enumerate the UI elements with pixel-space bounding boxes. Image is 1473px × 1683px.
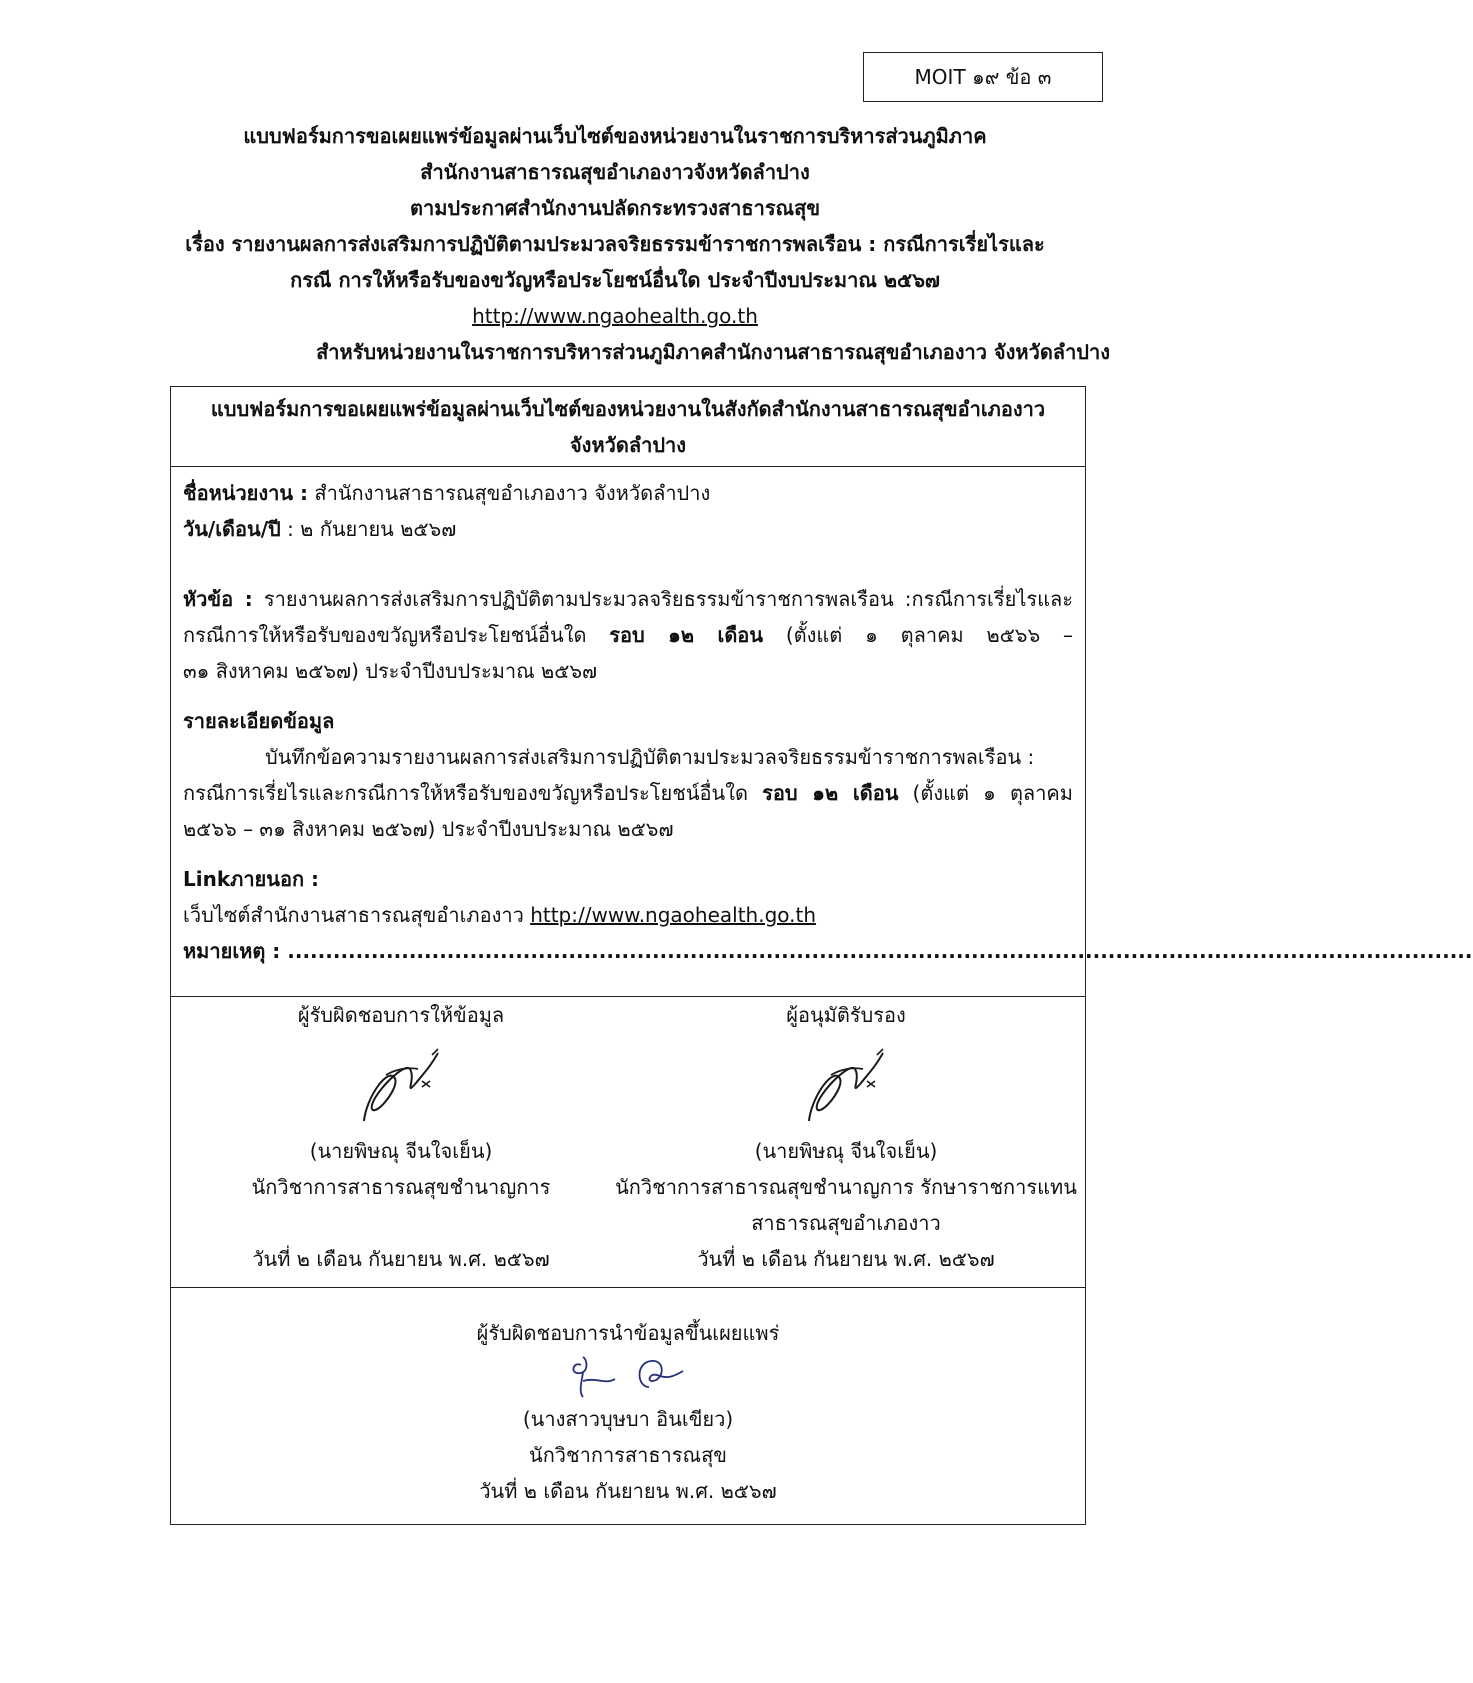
publication-form-box xyxy=(170,386,1473,1525)
informant-signature-block xyxy=(231,997,571,1277)
topic-text-2c: (ตั้งแต่ ๑ ตุลาคม ๒๕๖๖ – xyxy=(763,623,1073,647)
external-link-prefix: เว็บไซต์สำนักงานสาธารณสุขอำเภองาว xyxy=(183,903,531,927)
date-value: : ๒ กันยายน ๒๕๖๗ xyxy=(280,517,457,541)
document-header xyxy=(120,118,1110,370)
informant-date: วันที่ ๒ เดือน กันยายน พ.ศ. ๒๕๖๗ xyxy=(252,1247,550,1271)
publisher-role: ผู้รับผิดชอบการนำข้อมูลขึ้นเผยแพร่ xyxy=(476,1321,780,1345)
publisher-date: วันที่ ๒ เดือน กันยายน พ.ศ. ๒๕๖๗ xyxy=(479,1479,777,1503)
form-title xyxy=(171,387,1085,467)
approver-position-2: สาธารณสุขอำเภองาว xyxy=(751,1211,941,1235)
note-dots: ............................................................................................................................................................ xyxy=(280,939,1473,963)
unit-name-label: ชื่อหน่วยงาน : xyxy=(183,481,309,505)
unit-name-value: สำนักงานสาธารณสุขอำเภองาว จังหวัดลำปาง xyxy=(308,481,711,505)
informant-name: (นายพิษณุ จีนใจเย็น) xyxy=(309,1139,493,1163)
topic-row-2 xyxy=(183,617,1073,653)
header-for-unit: สำหรับหน่วยงานในราชการบริหารส่วนภูมิภาคสำนักงานสาธารณสุขอำเภองาว จังหวัดลำปาง xyxy=(316,340,1110,364)
detail-label: รายละเอียดข้อมูล xyxy=(183,709,335,733)
informant-signature xyxy=(346,1039,456,1129)
approver-date: วันที่ ๒ เดือน กันยายน พ.ศ. ๒๕๖๗ xyxy=(697,1247,995,1271)
document-code-box xyxy=(863,52,1103,102)
detail-row-3: ๒๕๖๖ – ๓๑ สิงหาคม ๒๕๖๗) ประจำปีงบประมาณ ๒๕๖๗ xyxy=(183,817,674,841)
document-code: MOIT ๑๙ ข้อ ๓ xyxy=(914,65,1052,89)
publisher-signature xyxy=(553,1351,703,1401)
external-link-label: Linkภายนอก : xyxy=(183,867,320,891)
topic-text-2a: กรณีการให้หรือรับของขวัญหรือประโยชน์อื่นใด xyxy=(183,623,610,647)
unit-name-row xyxy=(183,475,1073,511)
header-website-link[interactable]: http://www.ngaohealth.go.th xyxy=(472,304,758,328)
detail-row-1: บันทึกข้อความรายงานผลการส่งเสริมการปฏิบัติตามประมวลจริยธรรมข้าราชการพลเรือน : xyxy=(265,745,1035,769)
topic-row-3: ๓๑ สิงหาคม ๒๕๖๗) ประจำปีงบประมาณ ๒๕๖๗ xyxy=(183,659,598,683)
topic-row-1 xyxy=(183,581,1073,617)
publisher-signature-block xyxy=(171,1315,1085,1509)
informant-role: ผู้รับผิดชอบการให้ข้อมูล xyxy=(297,1003,505,1027)
detail-text-2c: (ตั้งแต่ ๑ ตุลาคม xyxy=(898,781,1073,805)
form-title-line-2: จังหวัดลำปาง xyxy=(569,433,687,457)
publisher-position: นักวิชาการสาธารณสุข xyxy=(529,1443,727,1467)
note-label: หมายเหตุ : xyxy=(183,939,281,963)
date-row xyxy=(183,511,1073,547)
note-row xyxy=(183,933,1473,969)
external-link-row xyxy=(183,897,1073,933)
approver-signature-block xyxy=(611,997,1081,1277)
signature-section xyxy=(171,996,1085,1288)
approver-name: (นายพิษณุ จีนใจเย็น) xyxy=(754,1139,938,1163)
date-label: วัน/เดือน/ปี xyxy=(183,517,281,541)
header-line-1: แบบฟอร์มการขอเผยแพร่ข้อมูลผ่านเว็บไซต์ของหน่วยงานในราชการบริหารส่วนภูมิภาค xyxy=(243,124,987,148)
form-title-line-1: แบบฟอร์มการขอเผยแพร่ข้อมูลผ่านเว็บไซต์ของหน่วยงานในสังกัดสำนักงานสาธารณสุขอำเภองาว xyxy=(210,397,1046,421)
topic-round: รอบ ๑๒ เดือน xyxy=(609,623,763,647)
informant-position: นักวิชาการสาธารณสุขชำนาญการ xyxy=(251,1175,551,1199)
publisher-name: (นางสาวบุษบา อินเขียว) xyxy=(522,1407,734,1431)
approver-role: ผู้อนุมัติรับรอง xyxy=(786,1003,906,1027)
header-line-3: ตามประกาศสำนักงานปลัดกระทรวงสาธารณสุข xyxy=(409,196,820,220)
detail-round: รอบ ๑๒ เดือน xyxy=(762,781,899,805)
approver-signature xyxy=(791,1039,901,1129)
detail-text-2a: กรณีการเรี่ยไรและกรณีการให้หรือรับของขวัญหรือประโยชน์อื่นใด xyxy=(183,781,763,805)
detail-row-2 xyxy=(183,775,1073,811)
topic-label: หัวข้อ : xyxy=(183,587,253,611)
external-link[interactable]: http://www.ngaohealth.go.th xyxy=(530,903,817,927)
form-content xyxy=(183,475,1473,969)
header-subject-line-2: กรณี การให้หรือรับของขวัญหรือประโยชน์อื่นใด ประจำปีงบประมาณ ๒๕๖๗ xyxy=(290,268,940,292)
header-line-2: สำนักงานสาธารณสุขอำเภองาวจังหวัดลำปาง xyxy=(420,160,810,184)
topic-text-1: รายงานผลการส่งเสริมการปฏิบัติตามประมวลจริยธรรมข้าราชการพลเรือน :กรณีการเรี่ยไรและ xyxy=(252,587,1074,611)
header-subject-line-1: เรื่อง รายงานผลการส่งเสริมการปฏิบัติตามประมวลจริยธรรมข้าราชการพลเรือน : กรณีการเรี่ยไรและ xyxy=(185,232,1045,256)
approver-position-1: นักวิชาการสาธารณสุขชำนาญการ รักษาราชการแทน xyxy=(615,1175,1077,1199)
